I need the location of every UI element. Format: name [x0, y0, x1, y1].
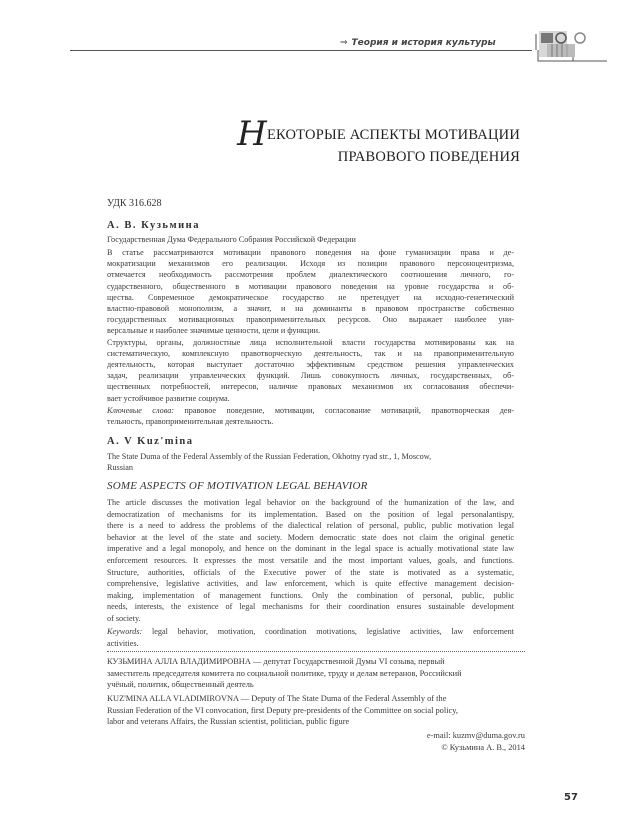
- footer-divider: [107, 651, 525, 652]
- text-line: labor and veterans Affairs, the Russian scientist, politician, public figure: [107, 717, 350, 727]
- text-line: КУЗЬМИНА АЛЛА ВЛАДИМИРОВНА — депутат Государственной Думы VI созыва, первый: [107, 657, 445, 666]
- text-line: систематическую, комплексную правотворческую деятельность, так и на правоприменительную: [107, 348, 514, 358]
- author-bio-en: [107, 693, 525, 728]
- keywords-ru: [107, 405, 514, 427]
- text-line: учёный, политик, общественный деятель: [107, 680, 254, 690]
- arrow-icon: ⇒: [340, 38, 348, 48]
- text-line: сударственного, общественного в мотивации правового поведения на уровне государства и об-: [107, 281, 514, 291]
- text-line: enforcement resources. It expresses the most versatile and the most important values, goals, and functions.: [107, 555, 514, 565]
- affiliation-line: The State Duma of the Federal Assembly of the Russian Federation, Okhotny ryad str., 1, Moscow,: [107, 452, 432, 461]
- text-line: comprehensive, legislative activities, and law enforcement, which is quite effective management decision-: [107, 579, 514, 589]
- affiliation-ru: Государственная Дума Федерального Собрания Российской Федерации: [107, 235, 356, 244]
- text-line: behavior at the level of the state and society. Modern democratic state does not claim the original genetic: [107, 532, 514, 542]
- abstract-en: [107, 497, 514, 625]
- text-line: there is a need to address the problems of the dialectical relation of personal, public, public motivation legal: [107, 521, 514, 531]
- article-title: [220, 114, 520, 168]
- text-line: Structure, authorities, officials of the Executive power of the state is motivated as a systematic,: [107, 567, 514, 577]
- text-line: версальные и наиболее значимые ценности, цели и функции.: [107, 326, 320, 336]
- section-title: Теория и история культуры: [351, 38, 496, 48]
- author-bio-ru: [107, 656, 525, 691]
- text-line: Russian Federation of the VI convocation, first Deputy pre-presidents of the Committee on social policy,: [107, 705, 458, 715]
- header-rule: [70, 50, 532, 51]
- text-line: democratization of mechanisms for its implementation. Based on the position of legal personalantispy,: [107, 509, 514, 519]
- abstract-ru: [107, 247, 514, 404]
- affiliation-line: Russian: [107, 463, 133, 473]
- text-line: щественных потребностей, интересов, наличие правовых механизмов их согласования обеспечи-: [107, 382, 514, 392]
- text-line: вает устойчивое развитие социума.: [107, 393, 230, 403]
- text-line: The article discusses the motivation legal behavior on the background of the humanization of the law, and: [107, 498, 514, 507]
- author-ru: А. В. Кузьмина: [107, 220, 200, 231]
- udk-code: УДК 316.628: [107, 198, 162, 209]
- text-line: imperative and a legal monopoly, and hence on the dominant in the legal space is actually motivational state law: [107, 544, 514, 554]
- text-line: мократизации механизмов его реализации. Исходя из позиции правового персоноцентризма,: [107, 259, 514, 269]
- copyright: © Кузьмина А. В., 2014: [441, 743, 525, 752]
- text-line: отмечается необходимость рассмотрения проблем диалектического соотношения личного, го-: [107, 270, 514, 280]
- text-line: making, implementation of management functions. Only the combination of personal, public, public: [107, 590, 514, 600]
- text-line: В статье рассматриваются мотивации правового поведения на фоне гуманизации права и де-: [107, 248, 514, 257]
- author-en: A. V Kuz'mina: [107, 436, 194, 447]
- affiliation-en: [107, 451, 514, 473]
- text-line: Структуры, органы, должностные лица исполнительной власти государства мотивированы как на: [107, 337, 514, 347]
- keywords-en: [107, 626, 514, 649]
- keywords-text: legal behavior, motivation, coordination motivations, legislative activities, law enforcement: [142, 627, 514, 636]
- text-line: KUZ'MINA ALLA VLADIMIROVNA — Deputy of The State Duma of the Federal Assembly of the: [107, 694, 447, 703]
- text-line: деятельность, которая выступает достаточно эффективным средством решения управленческих: [107, 360, 514, 370]
- text-line: of society.: [107, 613, 141, 623]
- running-header: [340, 38, 496, 48]
- text-line: властно-правовой монополизм, а значит, и на доминанты в правовом пространстве собственно: [107, 304, 514, 314]
- text-line: государственных мотивационных правоприменительных ресурсов. Оно выражает наиболее уни-: [107, 315, 514, 325]
- keywords-label: Keywords:: [107, 627, 143, 636]
- author-email: e-mail: kuzmv@duma.gov.ru: [426, 731, 525, 740]
- keywords-text: правовое поведение, мотивации, согласование мотиваций, правотворческая дея-: [174, 406, 514, 415]
- text-line: задач, реализации управленческих функций. Лишь совокупность личных, государственных, об-: [107, 371, 514, 381]
- page-number: 57: [564, 792, 578, 803]
- title-line-2: ПРАВОВОГО ПОВЕДЕНИЯ: [337, 149, 520, 165]
- keywords-text: activities.: [107, 638, 139, 648]
- keywords-text: тельность, правоприменительная деятельность.: [107, 417, 274, 427]
- text-line: needs, interests, the existence of legal mechanisms for their coordination ensures sustainable development: [107, 602, 514, 612]
- text-line: заместитель председателя комитета по социальной политике, труду и делам ветеранов, Российский: [107, 668, 462, 678]
- title-line-1: ЕКОТОРЫЕ АСПЕКТЫ МОТИВАЦИИ: [266, 127, 520, 143]
- ionic-column-icon: [535, 30, 607, 64]
- text-line: щества. Современное демократическое государство не претендует на исходно-генетический: [107, 292, 514, 302]
- keywords-label: Ключевые слова:: [107, 406, 175, 415]
- title-initial: Н: [237, 114, 267, 154]
- article-title-en: SOME ASPECTS OF MOTIVATION LEGAL BEHAVIOR: [107, 480, 368, 492]
